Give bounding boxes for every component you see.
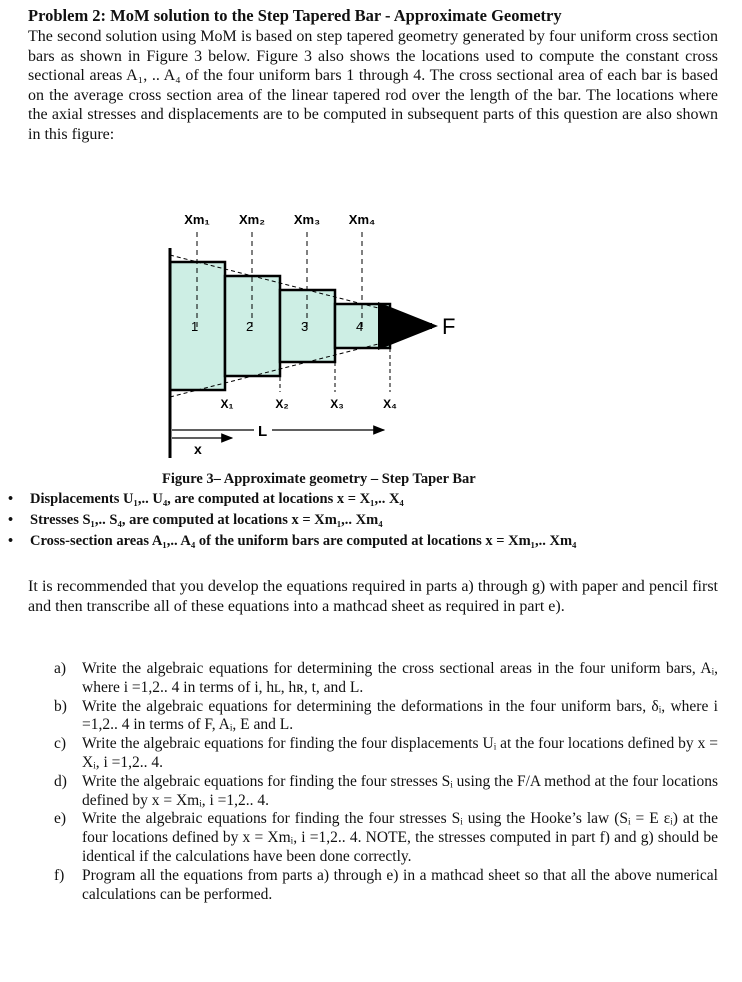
bullet-text: Cross-section areas A₁,.. A₄ of the uniform bars are computed at locations x = Xm₁,.. Xm₄ <box>30 533 577 549</box>
part-label: e) <box>54 810 67 828</box>
figure-caption: Figure 3– Approximate geometry – Step Taper Bar <box>162 471 476 487</box>
problem-title: Problem 2: MoM solution to the Step Tapered Bar - Approximate Geometry <box>28 6 562 25</box>
bar-number-1: 1 <box>191 319 199 334</box>
label-xm3: Xm₃ <box>293 212 321 227</box>
label-x3: X₃ <box>330 397 344 411</box>
part-text: Write the algebraic equations for finding the four stresses Sᵢ using the Hooke’s law (Sᵢ = E εᵢ) at the four locations defined by x = Xmᵢ, i =1,2.. 4. NOTE, the stresses computed in part f) and g) should be identical if the calculations have been done correctly. <box>82 810 718 865</box>
part-label: d) <box>54 772 67 790</box>
label-xm2: Xm₂ <box>238 212 266 227</box>
part-e <box>50 810 718 866</box>
bullet-text: Displacements U₁,.. U₄, are computed at locations x = X₁,.. X₄ <box>30 491 404 507</box>
bar-number-2: 2 <box>246 319 254 334</box>
bullet-text: Stresses S₁,.. S₄, are computed at locations x = Xm₁,.. Xm₄ <box>30 512 383 528</box>
part-label: f) <box>54 866 65 884</box>
bullet-dot: • <box>8 512 14 528</box>
part-label: c) <box>54 735 67 753</box>
bar-number-3: 3 <box>301 319 309 334</box>
bullet-stresses <box>8 510 576 531</box>
part-label: a) <box>54 660 67 677</box>
bullet-dot: • <box>8 533 14 549</box>
bullet-list <box>8 489 576 552</box>
part-text: Write the algebraic equations for finding the four displacements Uᵢ at the four locations defined by x = Xᵢ, i =1,2.. 4. <box>82 735 718 771</box>
part-text: Write the algebraic equations for determining the deformations in the four uniform bars, δᵢ, where i =1,2.. 4 in terms of F, Aᵢ, E and L. <box>82 697 718 734</box>
bar-number-4: 4 <box>356 319 364 334</box>
recommendation-paragraph: It is recommended that you develop the equations required in parts a) through g) with paper and pencil first and then transcribe all of these equations into a mathcad sheet as required in part e). <box>28 578 718 615</box>
part-text: Program all the equations from parts a) through e) in a mathcad sheet so that all the above numerical calculations can be performed. <box>82 866 718 903</box>
label-x4: X₄ <box>383 397 397 411</box>
parts-list <box>50 660 718 904</box>
length-label: L <box>258 423 268 440</box>
label-x1: X₁ <box>220 397 234 411</box>
x-axis-label: x <box>194 441 202 457</box>
part-d <box>50 773 718 811</box>
part-a <box>50 660 718 698</box>
part-f <box>50 867 718 905</box>
force-label: F <box>442 314 456 339</box>
bullet-dot: • <box>8 491 14 507</box>
bullet-areas <box>8 531 576 552</box>
bullet-displacements <box>8 489 576 510</box>
part-text: Write the algebraic equations for finding the four stresses Sᵢ using the F/A method at the four locations defined by x = Xmᵢ, i =1,2.. 4. <box>82 772 718 809</box>
part-label: b) <box>54 697 67 715</box>
label-xm4: Xm₄ <box>348 212 376 227</box>
part-b <box>50 698 718 736</box>
part-c <box>50 735 718 773</box>
label-xm1: Xm₁ <box>184 212 210 227</box>
part-text: Write the algebraic equations for determining the cross sectional areas in the four uniform bars, Aᵢ, where i =1,2.. 4 in terms of i, hʟ, hʀ, t, and L. <box>82 660 718 696</box>
intro-paragraph: The second solution using MoM is based on step tapered geometry generated by four uniform cross section bars as shown in Figure 3 below. Figure 3 also shows the locations used to compute the constant cross sectional areas A₁, .. A₄ of the four uniform bars 1 through 4. The cross sectional area of each bar is based on the average cross section area of the linear tapered rod over the length of the bar. The locations where the axial stresses and displacements are to be computed in subsequent parts of this question are also shown in this figure: <box>28 28 718 143</box>
label-x2: X₂ <box>275 397 289 411</box>
figure-step-taper-bar <box>150 206 510 468</box>
